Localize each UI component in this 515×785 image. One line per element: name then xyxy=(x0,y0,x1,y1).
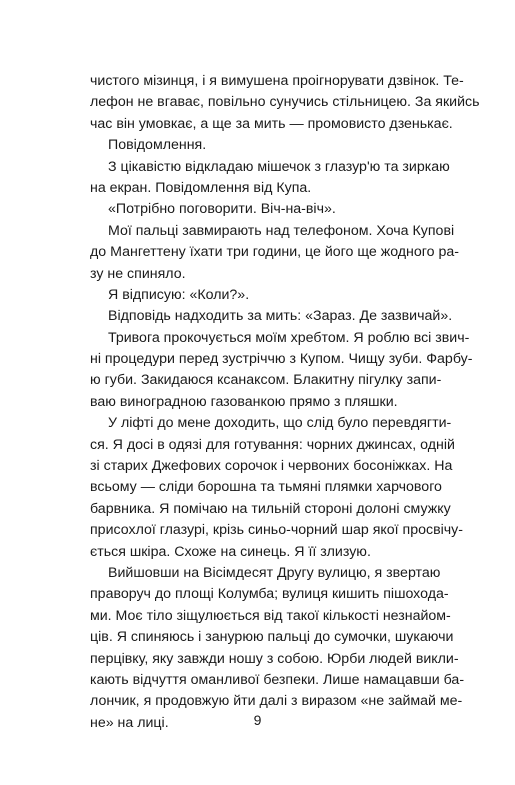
text-line: Я відписую: «Коли?». xyxy=(108,286,250,303)
text-line: всьому — сліди борошна та тьмяні плямки харчового xyxy=(90,479,442,496)
body-text xyxy=(90,71,480,734)
text-line: чистого мізинця, і я вимушена проігнорувати дзвінок. Те- xyxy=(90,73,464,89)
text-line: зу не спиняло. xyxy=(90,265,186,282)
text-line: ваю виноградною газованкою прямо з пляшки. xyxy=(90,393,398,410)
text-line: до Мангеттену їхати три години, це його ще жодного ра- xyxy=(90,244,459,261)
text-line: «Потрібно поговорити. Віч-на-віч». xyxy=(108,201,336,218)
text-line: лончик, я продовжую йти далі з виразом «не займай ме- xyxy=(90,693,463,710)
text-line: праворуч до площі Колумба; вулиця кишить пішохода- xyxy=(90,586,449,603)
text-line: зі старих Джефових сорочок і червоних босоніжках. На xyxy=(90,458,453,475)
text-line: Відповідь надходить за мить: «Зараз. Де зазвичай». xyxy=(108,308,453,325)
text-line: не» на лиці. xyxy=(90,714,169,731)
text-line: ється шкіра. Схоже на синець. Я її злизую. xyxy=(90,543,371,560)
text-line: ців. Я спиняюсь і занурюю пальці до сумочки, шукаючи xyxy=(90,629,454,646)
text-line: З цікавістю відкладаю мішечок з глазур'ю та зиркаю xyxy=(108,158,450,175)
text-line: ся. Я досі в одязі для готування: чорних джинсах, одній xyxy=(90,436,455,453)
page-number: 9 xyxy=(253,712,262,728)
text-line: Мої пальці завмирають над телефоном. Хоча Купові xyxy=(108,222,455,239)
text-line: на екран. Повідомлення від Купа. xyxy=(90,179,312,196)
text-line: час він умовкає, а ще за мить — промовисто дзенькає. xyxy=(90,115,453,132)
text-line: ми. Моє тіло зіщулюється від такої кількості незнайом- xyxy=(90,607,451,624)
text-line: Вийшовши на Вісімдесят Другу вулицю, я звертаю xyxy=(108,564,441,581)
text-line: присохлої глазурі, крізь синьо-чорний шар якої просвічу- xyxy=(90,522,463,539)
text-line: У ліфті до мене доходить, що слід було перевдягти- xyxy=(108,415,452,432)
text-line: ю губи. Закидаюся ксанаксом. Блакитну пігулку запи- xyxy=(90,372,442,389)
text-line: Тривога прокочується моїм хребтом. Я роблю всі звич- xyxy=(108,329,470,346)
text-line: барвника. Я помічаю на тильній стороні долоні смужку xyxy=(90,500,451,517)
text-line: лефон не вгаває, повільно сунучись стільницею. За якийсь xyxy=(90,94,480,111)
text-line: кають відчуття оманливої безпеки. Лише намацавши ба- xyxy=(90,671,465,688)
text-line: ні процедури перед зустріччю з Купом. Чищу зуби. Фарбу- xyxy=(90,351,473,368)
text-line: Повідомлення. xyxy=(108,137,207,154)
text-line: перцівку, яку завжди ношу з собою. Юрби людей викли- xyxy=(90,650,459,667)
